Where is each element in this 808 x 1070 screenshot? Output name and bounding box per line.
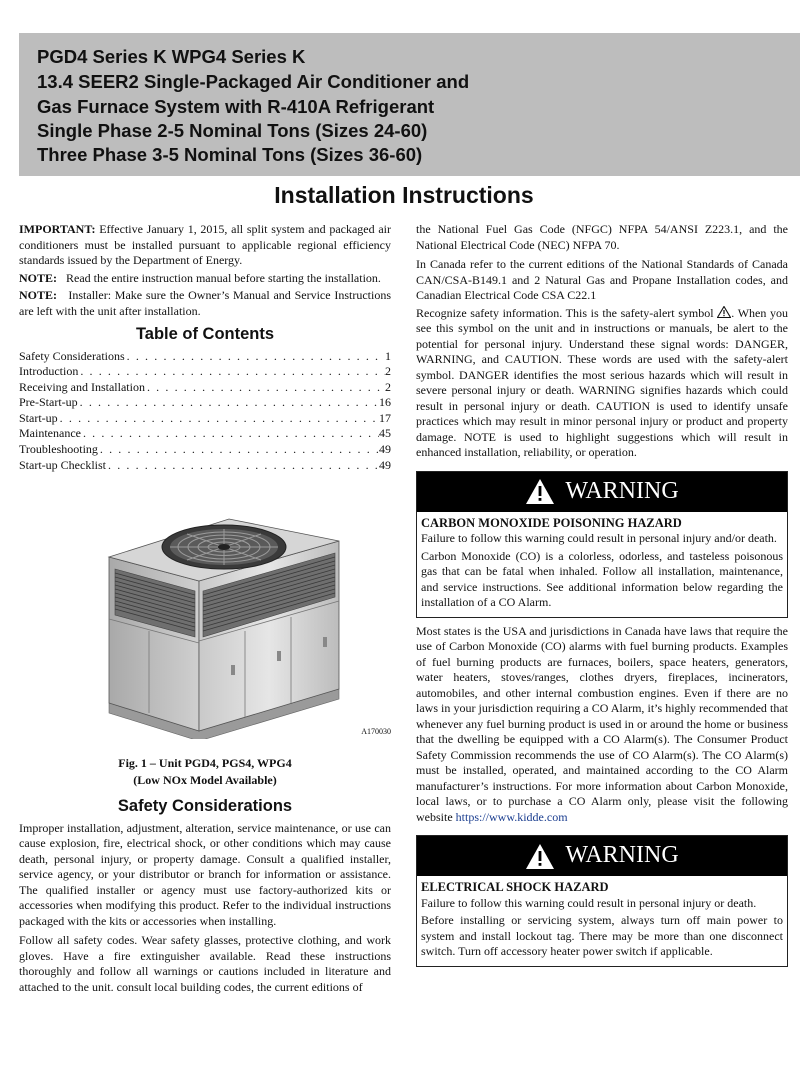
warning-body xyxy=(417,876,787,966)
warning-text-1: Failure to follow this warning could result in personal injury and/or death. xyxy=(421,531,777,545)
toc-label: Safety Considerations xyxy=(19,348,125,363)
caption-line-2: (Low NOx Model Available) xyxy=(133,773,277,788)
toc-leader xyxy=(125,349,385,365)
important-text: Effective January 1, 2015, all split system and packaged air conditioners must be installed pursuant to applicable regional efficiency standards issued by the Department of Energy. xyxy=(19,222,391,267)
canada-paragraph: In Canada refer to the current editions of the National Standards of Canada CAN/CSA-B149.1 and 2 Natural Gas and Propane Installation codes, and Canadian Electrical Code CSA C22.1 xyxy=(416,257,788,302)
important-label: IMPORTANT: xyxy=(19,222,96,236)
toc-entry[interactable] xyxy=(19,364,391,380)
warning-text-2: Before installing or servicing system, always turn off main power to system and install lockout tag. There may be more than one disconnect switch. Turn off accessory heater power switch if applicable. xyxy=(421,913,783,958)
banner-line-4: Single Phase 2-5 Nominal Tons (Sizes 24-60) xyxy=(37,120,428,141)
toc-leader xyxy=(58,411,379,427)
warning-label: WARNING xyxy=(565,477,679,504)
document-title: Installation Instructions xyxy=(274,182,534,208)
toc-label: Start-up xyxy=(19,410,58,425)
note-paragraph-2 xyxy=(19,288,391,319)
toc-entry[interactable] xyxy=(19,442,391,458)
toc-leader xyxy=(78,395,379,411)
banner-line-3: Gas Furnace System with R-410A Refrigerant xyxy=(37,96,435,117)
toc-entry[interactable] xyxy=(19,411,391,427)
note-label-1: NOTE: xyxy=(19,270,58,285)
toc-page: 2 xyxy=(385,364,391,379)
unit-figure xyxy=(19,485,391,739)
toc-entry[interactable] xyxy=(19,395,391,411)
important-paragraph xyxy=(19,222,391,269)
co-alarm-paragraph xyxy=(416,624,788,826)
note-text-2: Installer: Make sure the Owner’s Manual and Service Instructions are left with the unit after installation. xyxy=(19,288,392,318)
warning-header xyxy=(417,836,787,876)
toc-label: Pre-Start-up xyxy=(19,395,78,410)
toc-entry[interactable] xyxy=(19,458,391,474)
warning-body xyxy=(417,512,787,617)
right-column xyxy=(416,222,788,973)
note-text-1: Read the entire instruction manual before starting the installation. xyxy=(66,270,381,285)
toc-leader xyxy=(106,458,379,474)
toc-leader xyxy=(81,426,379,442)
safety-paragraph-1: Improper installation, adjustment, alteration, service maintenance, or use can cause explosion, fire, electrical shock, or other conditions which may cause death, personal injury, or property damage. Consult a qualified installer, service agency, or your distributor or branch for information or assistance. The qualified installer or agency must use factory-authorized kits or accessories when modifying this product. Refer to the individual instructions packaged with the kits or accessories when installing. xyxy=(19,820,391,928)
warning-triangle-icon xyxy=(525,843,555,870)
toc-heading: Table of Contents xyxy=(135,325,275,343)
banner-line-2: 13.4 SEER2 Single-Packaged Air Conditioner and xyxy=(37,71,470,92)
toc-label: Introduction xyxy=(19,364,79,379)
safety-info-text-a: Recognize safety information. This is the safety-alert symbol xyxy=(416,305,714,320)
toc-label: Maintenance xyxy=(19,426,81,441)
toc-label: Troubleshooting xyxy=(19,442,98,457)
warning-text-2: Carbon Monoxide (CO) is a colorless, odorless, and tasteless poisonous gas that can be fatal when inhaled. Follow all installation, maintenance, and service instructions. See additional information below regarding the installation of a CO Alarm. xyxy=(421,548,783,609)
kidde-link[interactable]: https://www.kidde.com xyxy=(455,809,568,824)
safety-heading: Safety Considerations xyxy=(117,797,293,816)
figure-caption xyxy=(19,755,391,789)
banner-line-5: Three Phase 3-5 Nominal Tons (Sizes 36-60) xyxy=(37,144,423,165)
toc-leader xyxy=(98,442,379,458)
table-of-contents xyxy=(19,349,391,474)
warning-title: ELECTRICAL SHOCK HAZARD xyxy=(421,880,609,894)
warning-triangle-icon xyxy=(525,478,555,505)
toc-page: 49 xyxy=(379,457,391,472)
warning-box-electrical xyxy=(416,835,788,967)
note-label-2: NOTE: xyxy=(19,288,58,302)
toc-label: Start-up Checklist xyxy=(19,457,106,472)
caption-line-1: Fig. 1 – Unit PGD4, PGS4, WPG4 xyxy=(118,756,292,771)
toc-page: 17 xyxy=(379,410,391,425)
figure-code: A170030 xyxy=(361,726,391,736)
warning-label: WARNING xyxy=(565,842,679,869)
toc-page: 45 xyxy=(379,426,391,441)
warning-box-co xyxy=(416,471,788,618)
safety-paragraph-2: Follow all safety codes. Wear safety glasses, protective clothing, and work gloves. Have a fire extinguisher available. Read these instructions thoroughly and follow all warnings or cautions included in literature and attached to the unit. consult local building codes, the current editions of xyxy=(19,933,391,994)
safety-info-paragraph xyxy=(416,306,788,461)
toc-entry[interactable] xyxy=(19,380,391,396)
banner-line-1: PGD4 Series K WPG4 Series K xyxy=(37,46,306,67)
toc-leader xyxy=(145,380,385,396)
toc-entry[interactable] xyxy=(19,426,391,442)
toc-page: 1 xyxy=(385,348,391,363)
codes-paragraph: the National Fuel Gas Code (NFGC) NFPA 54/ANSI Z223.1, and the National Electrical Code (NEC) NFPA 70. xyxy=(416,222,788,252)
toc-page: 16 xyxy=(379,395,391,410)
co-alarm-text: Most states is the USA and jurisdictions in Canada have laws that require the use of Carbon Monoxide (CO) alarms with fuel burning products. Examples of fuel burning products are furnaces, boilers, space heaters, generators, water heaters, stoves/ranges, clothes dryers, fireplaces, incinerators, automobiles, and other internal combustion engines. Even if there are no laws in your jurisdiction requiring a CO Alarm, it’s highly recommended that whenever any fuel burning product is used in or around the home or business that the dwelling be equipped with a CO Alarm(s). The Consumer Product Safety Commission recommends the use of CO Alarm(s). The CO Alarm(s) must be installed, operated, and maintained according to the CO Alarm manufacturer’s instructions. For more information about Carbon Monoxide, local laws, or to purchase a CO Alarm only, please visit the following website xyxy=(416,623,788,824)
packaged-unit-illustration xyxy=(19,485,391,739)
toc-page: 2 xyxy=(385,379,391,394)
warning-text-1: Failure to follow this warning could result in personal injury or death. xyxy=(421,895,757,910)
warning-title: CARBON MONOXIDE POISONING HAZARD xyxy=(421,515,682,530)
warning-header xyxy=(417,472,787,512)
note-paragraph-1 xyxy=(19,271,391,287)
toc-label: Receiving and Installation xyxy=(19,379,145,394)
safety-info-text-b: . When you see this symbol on the unit and in instructions or manuals, be alert to the potential for personal injury. Understand these signal words: DANGER, WARNING, and CAUTION. These words are used with the safety-alert symbol. DANGER identifies the most serious hazards which will result in severe personal injury or death. WARNING signifies hazards which could result in personal injury or death. CAUTION is used to identify unsafe practices which may result in minor personal injury or product and property damage. NOTE is used to highlight suggestions which will result in enhanced installation, reliability, or operation. xyxy=(416,305,789,459)
safety-alert-icon xyxy=(717,306,731,318)
toc-leader xyxy=(78,364,385,380)
left-column xyxy=(19,222,391,997)
toc-entry[interactable] xyxy=(19,349,391,365)
toc-page: 49 xyxy=(379,442,391,457)
